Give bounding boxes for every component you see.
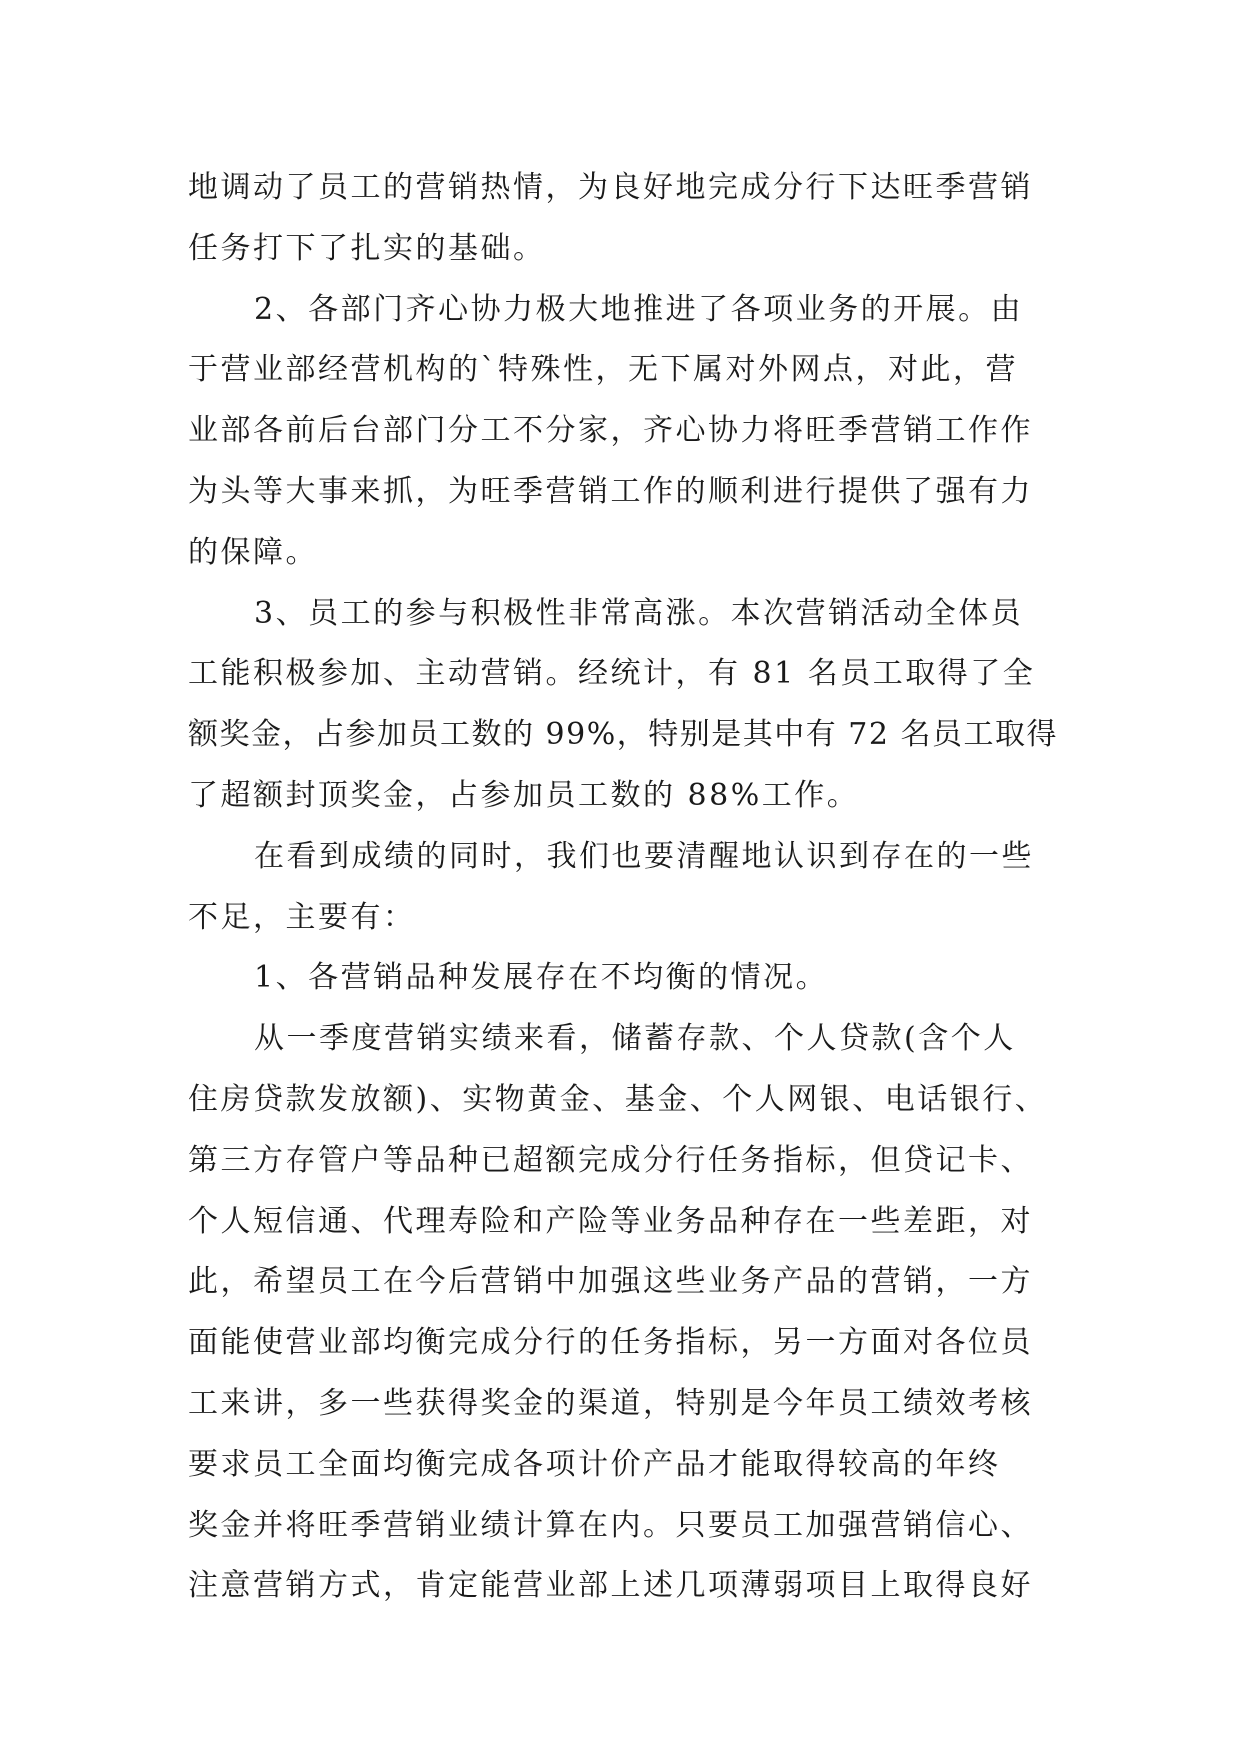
text-line: 面能使营业部均衡完成分行的任务指标，另一方面对各位员 xyxy=(188,1325,1033,1361)
paragraph-first-line: 3、员工的参与积极性非常高涨。本次营销活动全体员 xyxy=(254,595,1024,631)
text-line: 住房贷款发放额)、实物黄金、基金、个人网银、电话银行、 xyxy=(188,1081,1048,1117)
text-line: 为头等大事来抓，为旺季营销工作的顺利进行提供了强有力 xyxy=(188,473,1033,509)
text-line: 个人短信通、代理寿险和产险等业务品种存在一些差距，对 xyxy=(188,1203,1033,1239)
text-line: 奖金并将旺季营销业绩计算在内。只要员工加强营销信心、 xyxy=(188,1507,1033,1543)
paragraph-first-line: 2、各部门齐心协力极大地推进了各项业务的开展。由 xyxy=(254,291,1024,327)
text-line: 不足，主要有： xyxy=(188,899,416,935)
document-body xyxy=(188,158,1068,1617)
text-line: 任务打下了扎实的基础。 xyxy=(188,230,546,266)
text-line: 了超额封顶奖金，占参加员工数的 88%工作。 xyxy=(188,777,860,813)
paragraph-first-line: 在看到成绩的同时，我们也要清醒地认识到存在的一些 xyxy=(254,838,1034,874)
text-line: 要求员工全面均衡完成各项计价产品才能取得较高的年终 xyxy=(188,1446,1001,1482)
text-line: 额奖金，占参加员工数的 99%，特别是其中有 72 名员工取得 xyxy=(188,717,1058,753)
text-line: 工来讲，多一些获得奖金的渠道，特别是今年员工绩效考核 xyxy=(188,1385,1033,1421)
text-line: 注意营销方式，肯定能营业部上述几项薄弱项目上取得良好 xyxy=(188,1568,1033,1604)
text-line: 地调动了员工的营销热情，为良好地完成分行下达旺季营销 xyxy=(188,170,1033,205)
text-line: 于营业部经营机构的`特殊性，无下属对外网点，对此，营 xyxy=(188,352,1018,388)
text-line: 业部各前后台部门分工不分家，齐心协力将旺季营销工作作 xyxy=(188,413,1033,449)
paragraph-first-line: 从一季度营销实绩来看，储蓄存款、个人贷款(含个人 xyxy=(254,1021,1016,1057)
text-line: 第三方存管户等品种已超额完成分行任务指标，但贷记卡、 xyxy=(188,1142,1033,1178)
text-line: 此，希望员工在今后营销中加强这些业务产品的营销，一方 xyxy=(188,1264,1033,1300)
text-line: 的保障。 xyxy=(188,534,318,570)
paragraph-first-line: 1、各营销品种发展存在不均衡的情况。 xyxy=(254,960,829,996)
text-line: 工能积极参加、主动营销。经统计，有 81 名员工取得了全 xyxy=(188,656,1036,692)
